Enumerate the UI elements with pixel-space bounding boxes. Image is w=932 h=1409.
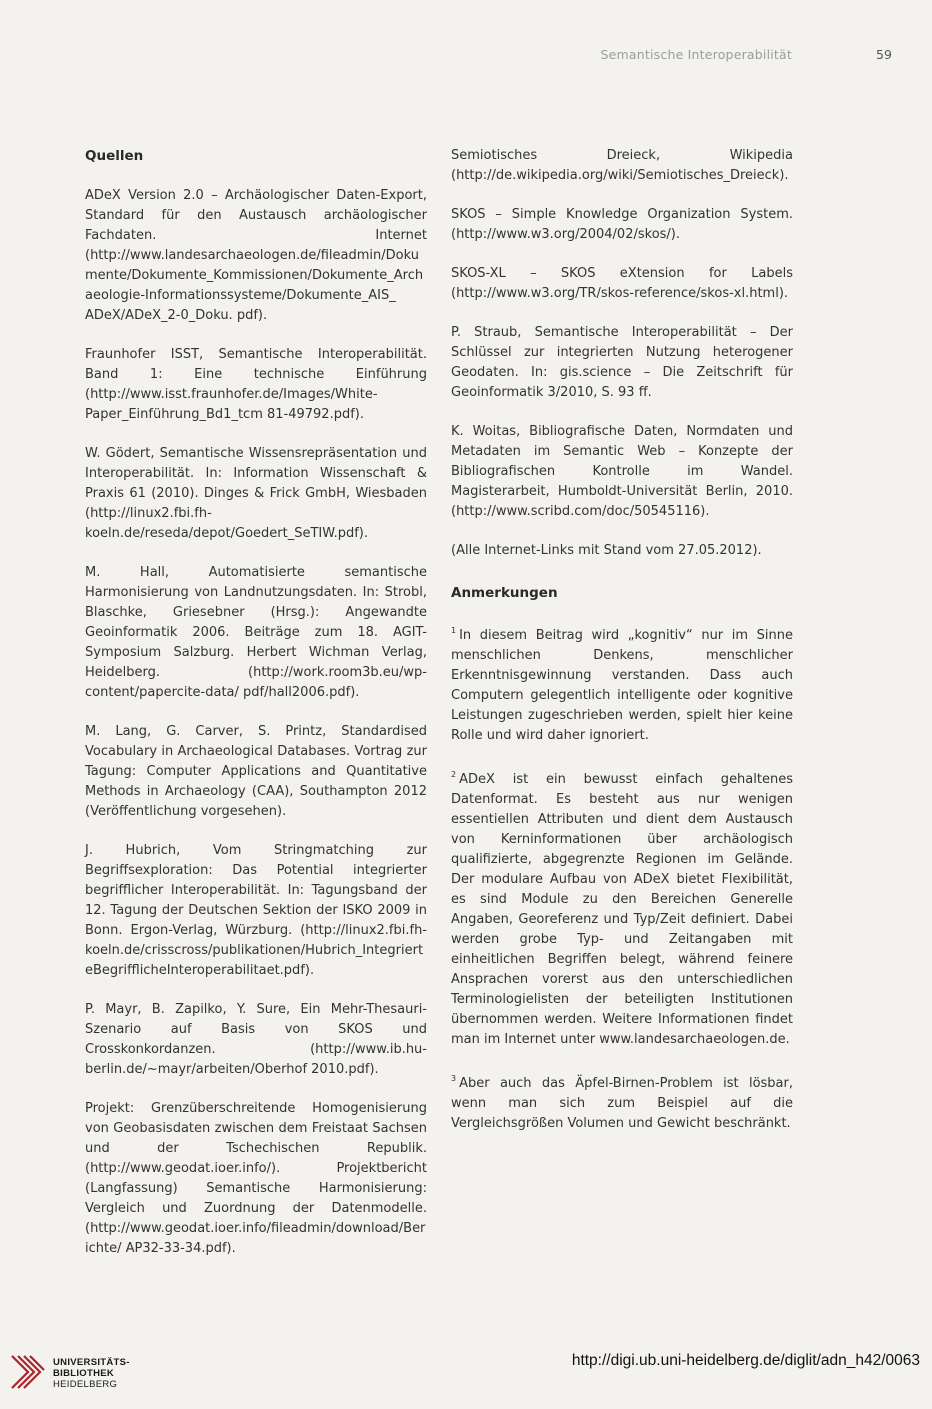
sources-heading: Quellen	[85, 148, 144, 164]
sources-column	[85, 146, 427, 1278]
footnote-2	[451, 765, 793, 1050]
library-logo-icon	[10, 1350, 46, 1390]
page-number: 59	[876, 47, 892, 62]
source-entry: P. Straub, Semantische Interoperabilität – Der Schlüssel zur integrierten Nutzung heterogener Geodaten. In: gis.science – Die Zeitschrift für Geoinformatik 3/2010, S. 93 ff.	[451, 325, 793, 400]
footnote-text: In diesem Beitrag wird „kognitiv“ nur im Sinne menschlichen Denkens, menschlicher Erkenntnisgewinnung verstanden. Dass auch Computern gelegentlich intelligente oder kognitive Leistungen zugeschrieben werden, spielt hier keine Rolle und wird daher ignoriert.	[451, 628, 793, 743]
right-column	[451, 146, 793, 1153]
page-header	[0, 47, 932, 67]
source-entry: Fraunhofer ISST, Semantische Interoperabilität. Band 1: Eine technische Einführung (http://www.isst.fraunhofer.de/Images/White-Paper_Einführung_Bd1_tcm 81-49792.pdf).	[85, 347, 427, 422]
source-url-link[interactable]: http://digi.ub.uni-heidelberg.de/diglit/adn_h42/0063	[571, 1352, 920, 1369]
source-entry: P. Mayr, B. Zapilko, Y. Sure, Ein Mehr-Thesauri-Szenario auf Basis von SKOS und Crosskonkordanzen. (http://www.ib.hu-berlin.de/~mayr/arbeiten/Oberhof 2010.pdf).	[85, 1002, 427, 1077]
footnote-text: ADeX ist ein bewusst einfach gehaltenes Datenformat. Es besteht aus nur wenigen essentiellen Attributen und dient dem Austausch von Kerninformationen über archäologisch qualifizierte, abgegrenzte Regionen im Gelände. Der modulare Aufbau von ADeX bietet Flexibilität, es sind Module zu den Bereichen Generelle Angaben, Georeferenz und Typ/Zeit definiert. Dabei werden grobe Typ- und Zeitangaben mit einheitlichen Begriffen belegt, während feinere Ansprachen vorerst aus den unterschiedlichen Terminologielisten der beteiligten Institutionen übernommen werden. Weitere Informationen findet man im Internet unter www.landesarchaeologen.de.	[451, 772, 793, 1047]
logo-line: UNIVERSITÄTS-	[53, 1357, 130, 1368]
footnote-text: Aber auch das Äpfel-Birnen-Problem ist lösbar, wenn man sich zum Beispiel auf die Vergleichsgrößen Volumen und Gewicht beschränkt.	[451, 1076, 793, 1131]
source-entry: W. Gödert, Semantische Wissensrepräsentation und Interoperabilität. In: Information Wissenschaft & Praxis 61 (2010). Dinges & Frick GmbH, Wiesbaden (http://linux2.fbi.fh-koeln.de/reseda/depot/Goedert_SeTIW.pdf).	[85, 446, 427, 541]
source-entry: K. Woitas, Bibliografische Daten, Normdaten und Metadaten im Semantic Web – Konzepte der Bibliografischen Kontrolle im Wandel. Magisterarbeit, Humboldt-Universität Berlin, 2010. (http://www.scribd.com/doc/50545116).	[451, 424, 793, 519]
source-entry: M. Hall, Automatisierte semantische Harmonisierung von Landnutzungsdaten. In: Strobl, Blaschke, Griesebner (Hrsg.): Angewandte Geoinformatik 2006. Beiträge zum 18. AGIT- Symposium Salzburg. Herbert Wichman Verlag, Heidelberg. (http://work.room3b.eu/wp-content/papercite-data/ pdf/hall2006.pdf).	[85, 565, 427, 700]
links-date-note: (Alle Internet-Links mit Stand vom 27.05.2012).	[451, 543, 762, 558]
notes-heading: Anmerkungen	[451, 585, 558, 601]
source-entry: SKOS – Simple Knowledge Organization System. (http://www.w3.org/2004/02/skos/).	[451, 207, 793, 242]
logo-lines	[12, 1356, 44, 1388]
source-entry: Projekt: Grenzüberschreitende Homogenisierung von Geobasisdaten zwischen dem Freistaat Sachsen und der Tschechischen Republik. (http://www.geodat.ioer.info/). Projektbericht (Langfassung) Semantische Harmonisierung: Vergleich und Zuordnung der Datenmodelle. (http://www.geodat.ioer.info/fileadmin/download/Berichte/ AP32-33-34.pdf).	[85, 1101, 427, 1256]
logo-line: BIBLIOTHEK	[53, 1368, 115, 1379]
source-entry: Semiotisches Dreieck, Wikipedia (http://de.wikipedia.org/wiki/Semiotisches_Dreieck).	[451, 148, 793, 183]
library-logo-text	[53, 1357, 130, 1390]
source-entry: J. Hubrich, Vom Stringmatching zur Begriffsexploration: Das Potential integrierter begrifflicher Interoperabilität. In: Tagungsband der 12. Tagung der Deutschen Sektion der ISKO 2009 in Bonn. Ergon-Verlag, Würzburg. (http://linux2.fbi.fh-koeln.de/crisscross/publikationen/Hubrich_IntegrierteBegrifflicheInteroperabilitaet.pdf).	[85, 843, 427, 978]
footnote-1	[451, 621, 793, 746]
footnote-marker: 3	[451, 1074, 457, 1083]
source-entry: M. Lang, G. Carver, S. Printz, Standardised Vocabulary in Archaeological Databases. Vortrag zur Tagung: Computer Applications and Quantitative Methods in Archaeology (CAA), Southampton 2012 (Veröffentlichung vorgesehen).	[85, 724, 427, 819]
source-entry: ADeX Version 2.0 – Archäologischer Daten-Export, Standard für den Austausch archäologischer Fachdaten. Internet (http://www.landesarchaeologen.de/fileadmin/Dokumente/Dokumente_Kommissionen/Dokumente_Archaeologie-Informationssysteme/Dokumente_AIS_ ADeX/ADeX_2-0_Doku. pdf).	[85, 188, 427, 323]
footnote-marker: 2	[451, 770, 457, 779]
footnote-marker: 1	[451, 626, 457, 635]
footnote-3	[451, 1069, 793, 1134]
logo-line: HEIDELBERG	[53, 1379, 118, 1390]
source-entry: SKOS-XL – SKOS eXtension for Labels (http://www.w3.org/TR/skos-reference/skos-xl.html).	[451, 266, 793, 301]
running-title: Semantische Interoperabilität	[600, 47, 792, 62]
footer	[0, 1346, 932, 1396]
